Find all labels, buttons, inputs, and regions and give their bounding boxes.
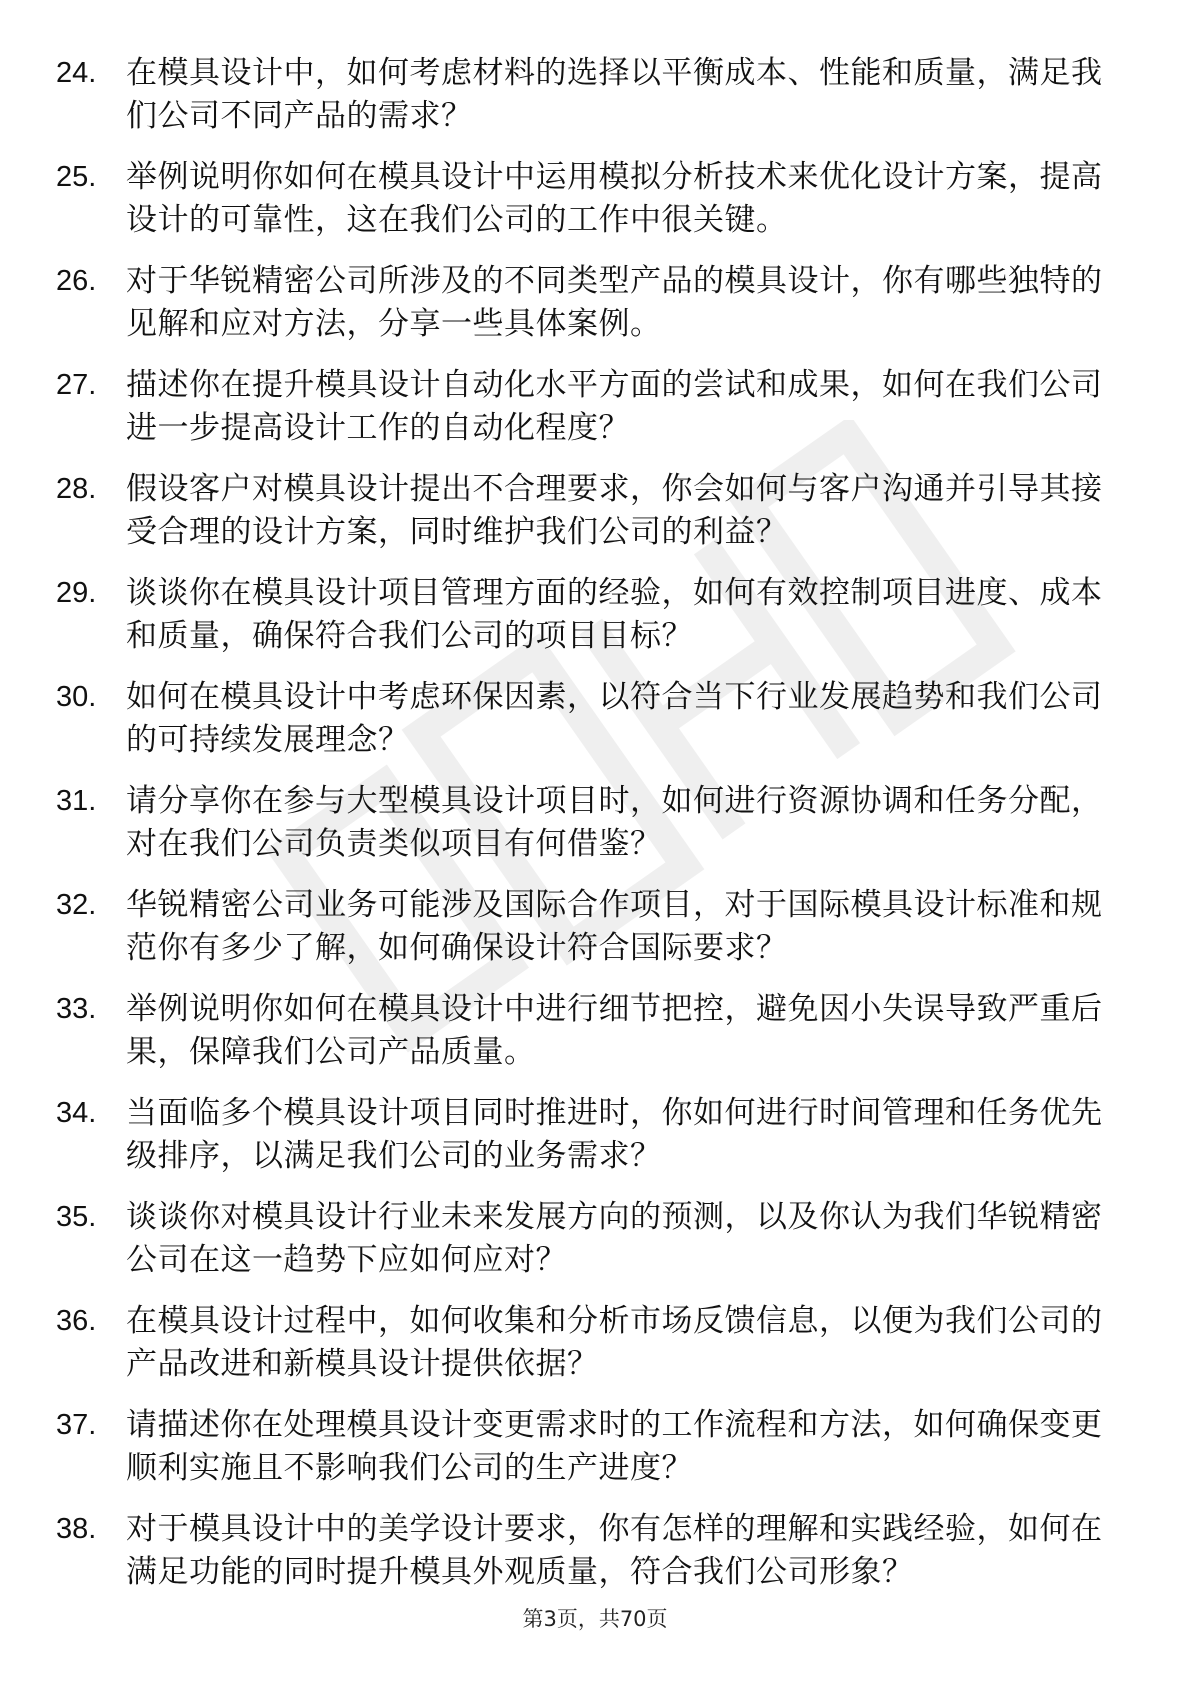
question-text: 谈谈你在模具设计项目管理方面的经验，如何有效控制项目进度、成本和质量，确保符合我们公司的项目目标？	[126, 575, 1103, 654]
page-footer: 第3页，共70页	[522, 1607, 668, 1631]
question-number: 28.	[56, 473, 97, 505]
list-item	[56, 988, 1126, 1092]
question-number: 25.	[56, 161, 97, 193]
question-number: 27.	[56, 369, 97, 401]
question-text: 谈谈你对模具设计行业未来发展方向的预测，以及你认为我们华锐精密公司在这一趋势下应如何应对？	[126, 1199, 1103, 1278]
question-text: 举例说明你如何在模具设计中运用模拟分析技术来优化设计方案，提高设计的可靠性，这在我们公司的工作中很关键。	[126, 159, 1103, 238]
question-text: 如何在模具设计中考虑环保因素，以符合当下行业发展趋势和我们公司的可持续发展理念？	[126, 679, 1103, 758]
list-item	[56, 1404, 1126, 1508]
question-number: 31.	[56, 785, 97, 817]
question-text: 假设客户对模具设计提出不合理要求，你会如何与客户沟通并引导其接受合理的设计方案，同时维护我们公司的利益？	[126, 471, 1103, 550]
list-item	[56, 1300, 1126, 1404]
question-number: 34.	[56, 1097, 97, 1129]
question-list	[56, 52, 1126, 1612]
list-item	[56, 52, 1126, 156]
list-item	[56, 780, 1126, 884]
list-item	[56, 1092, 1126, 1196]
question-number: 24.	[56, 57, 97, 89]
list-item	[56, 364, 1126, 468]
question-text: 华锐精密公司业务可能涉及国际合作项目，对于国际模具设计标准和规范你有多少了解，如何确保设计符合国际要求？	[126, 887, 1103, 966]
question-number: 36.	[56, 1305, 97, 1337]
question-text: 描述你在提升模具设计自动化水平方面的尝试和成果，如何在我们公司进一步提高设计工作的自动化程度？	[126, 367, 1103, 446]
question-number: 33.	[56, 993, 97, 1025]
question-text: 在模具设计过程中，如何收集和分析市场反馈信息，以便为我们公司的产品改进和新模具设计提供依据？	[126, 1303, 1103, 1382]
question-number: 32.	[56, 889, 97, 921]
question-text: 在模具设计中，如何考虑材料的选择以平衡成本、性能和质量，满足我们公司不同产品的需求？	[126, 55, 1103, 134]
list-item	[56, 1196, 1126, 1300]
question-number: 38.	[56, 1513, 97, 1545]
question-number: 29.	[56, 577, 97, 609]
list-item	[56, 1508, 1126, 1612]
question-number: 35.	[56, 1201, 97, 1233]
question-text: 对于华锐精密公司所涉及的不同类型产品的模具设计，你有哪些独特的见解和应对方法，分享一些具体案例。	[126, 263, 1103, 342]
question-number: 37.	[56, 1409, 97, 1441]
question-number: 30.	[56, 681, 97, 713]
list-item	[56, 260, 1126, 364]
list-item	[56, 156, 1126, 260]
list-item	[56, 468, 1126, 572]
list-item	[56, 676, 1126, 780]
question-text: 对于模具设计中的美学设计要求，你有怎样的理解和实践经验，如何在满足功能的同时提升模具外观质量，符合我们公司形象？	[126, 1511, 1103, 1590]
question-text: 当面临多个模具设计项目同时推进时，你如何进行时间管理和任务优先级排序，以满足我们公司的业务需求？	[126, 1095, 1103, 1174]
list-item	[56, 572, 1126, 676]
list-item	[56, 884, 1126, 988]
question-text: 举例说明你如何在模具设计中进行细节把控，避免因小失误导致严重后果，保障我们公司产品质量。	[126, 991, 1103, 1070]
question-text: 请分享你在参与大型模具设计项目时，如何进行资源协调和任务分配，对在我们公司负责类似项目有何借鉴？	[126, 783, 1103, 862]
question-number: 26.	[56, 265, 97, 297]
question-text: 请描述你在处理模具设计变更需求时的工作流程和方法，如何确保变更顺利实施且不影响我们公司的生产进度？	[126, 1407, 1103, 1486]
